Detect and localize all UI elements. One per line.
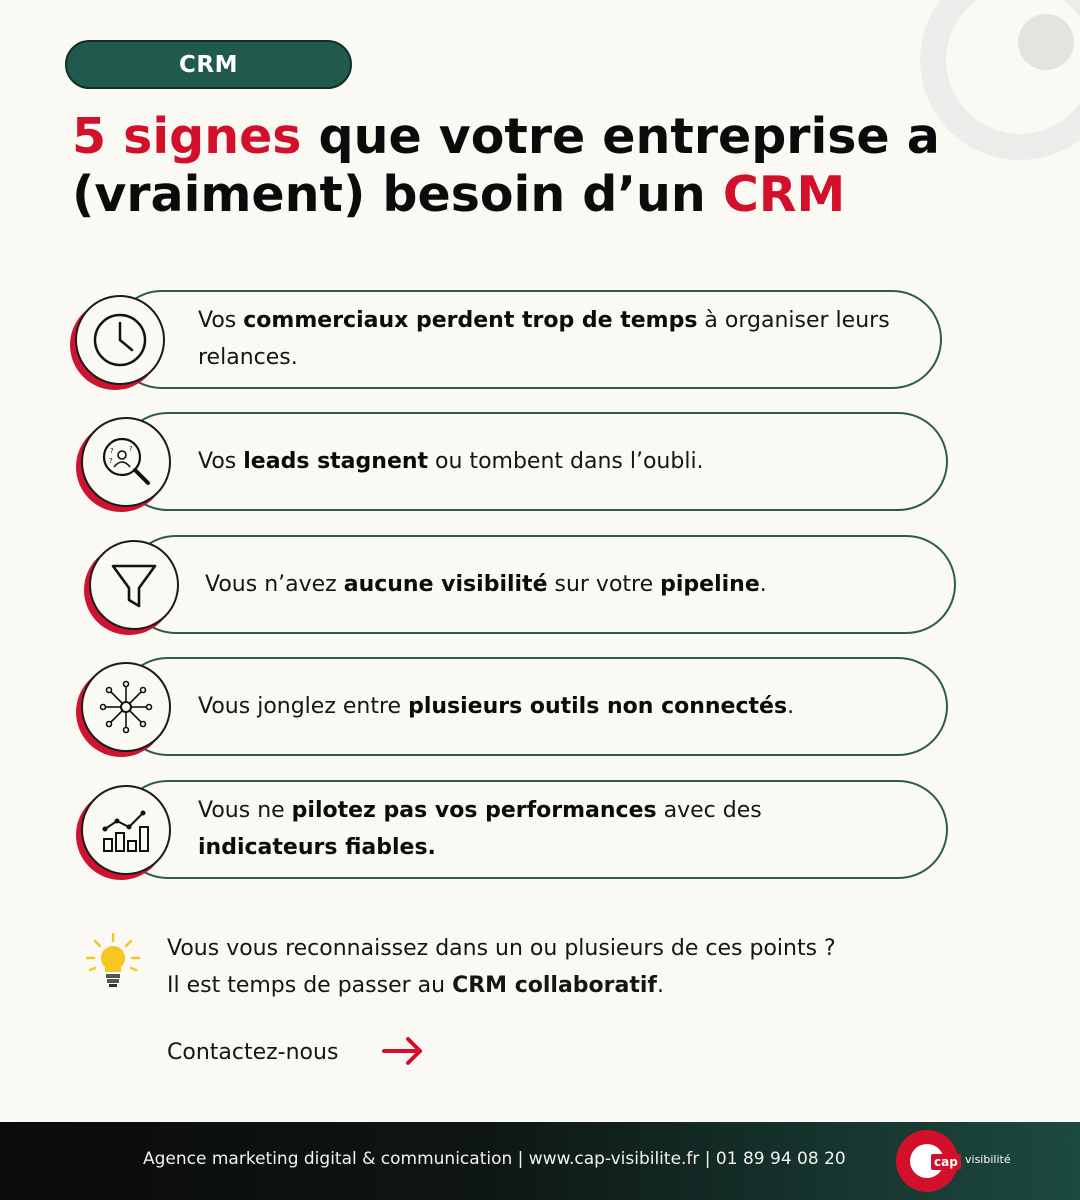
svg-text:?: ? bbox=[110, 447, 114, 455]
contact-link[interactable]: Contactez-nous bbox=[167, 1040, 339, 1065]
item-bold-2: indicateurs fiables. bbox=[198, 835, 436, 860]
title-text: que votre entreprise a bbox=[301, 108, 940, 165]
logo-visibilite-text: visibilité bbox=[965, 1153, 1011, 1166]
item-bold-2: pipeline bbox=[660, 572, 760, 597]
clock-icon bbox=[89, 309, 151, 371]
icon-shadow bbox=[70, 300, 160, 390]
icon-circle bbox=[81, 417, 171, 507]
item-text-5: Vous ne pilotez pas vos performances avec des indicateurs fiables. bbox=[198, 798, 762, 860]
icon-shadow bbox=[76, 422, 166, 512]
decorative-dot bbox=[1018, 14, 1074, 70]
icon-shadow bbox=[76, 790, 166, 880]
icon-circle bbox=[81, 662, 171, 752]
arrow-right-icon[interactable] bbox=[380, 1034, 426, 1068]
svg-text:?: ? bbox=[109, 457, 113, 465]
item-bold: commerciaux perdent trop de temps bbox=[243, 308, 698, 333]
title-highlight: 5 signes bbox=[72, 108, 302, 165]
icon-shadow bbox=[84, 545, 174, 635]
cta-bold: CRM collaboratif bbox=[452, 973, 657, 998]
item-text-1: Vos commerciaux perdent trop de temps à organiser leurs relances. bbox=[198, 308, 890, 370]
icon-circle bbox=[89, 540, 179, 630]
category-badge: CRM bbox=[65, 40, 352, 89]
item-bold: leads stagnent bbox=[243, 449, 429, 474]
item-bold: pilotez pas vos performances bbox=[291, 798, 657, 823]
item-bold: aucune visibilité bbox=[343, 572, 548, 597]
cta-message: Vous vous reconnaissez dans un ou plusieurs de ces points ? Il est temps de passer au CRM collaboratif. bbox=[167, 936, 836, 998]
item-bold: plusieurs outils non connectés bbox=[408, 694, 788, 719]
title-text-2: (vraiment) besoin d’un bbox=[72, 166, 723, 223]
title-highlight-crm: CRM bbox=[722, 166, 846, 223]
svg-text:?: ? bbox=[129, 445, 133, 453]
icon-circle bbox=[75, 295, 165, 385]
footer-contact-info: Agence marketing digital & communication | www.cap-visibilite.fr | 01 89 94 08 20 bbox=[143, 1149, 846, 1169]
network-nodes-icon bbox=[95, 676, 157, 738]
page-title bbox=[72, 108, 972, 224]
footer bbox=[0, 1122, 1080, 1200]
magnifier-people-icon bbox=[95, 431, 157, 493]
icon-circle bbox=[81, 785, 171, 875]
lightbulb-icon bbox=[82, 932, 144, 994]
item-text-4: Vous jonglez entre plusieurs outils non connectés. bbox=[198, 694, 795, 719]
item-text-3: Vous n’avez aucune visibilité sur votre pipeline. bbox=[205, 572, 767, 597]
item-text-2: Vos leads stagnent ou tombent dans l’oubli. bbox=[198, 449, 704, 474]
logo-cap-text: cap bbox=[931, 1154, 961, 1170]
bar-chart-icon bbox=[95, 799, 157, 861]
cta-line-1: Vous vous reconnaissez dans un ou plusieurs de ces points ? bbox=[167, 936, 836, 961]
funnel-icon bbox=[103, 554, 165, 616]
icon-shadow bbox=[76, 667, 166, 757]
